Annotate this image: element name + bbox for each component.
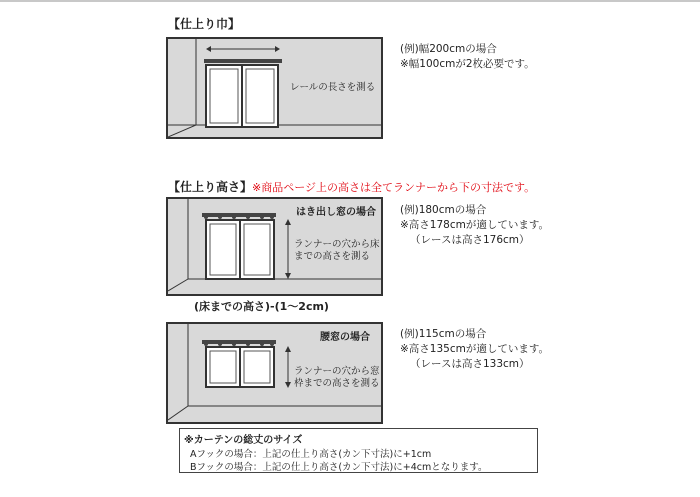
width-heading: 【仕上り巾】 — [168, 17, 241, 31]
total-length-title: ※カーテンの総丈のサイズ — [184, 435, 303, 446]
floor-window-example — [400, 203, 549, 248]
floor-example-line-2: ※高さ178cmが適しています。 — [400, 219, 549, 231]
waist-window-label — [294, 366, 380, 390]
hook-b-line: Bフックの場合：上記の仕上り高さ(カン下寸法)に+4cmとなります。 — [190, 462, 488, 473]
width-example — [400, 42, 535, 72]
floor-window-title: はき出し窓の場合 — [296, 207, 376, 218]
waist-window-title: 腰窓の場合 — [320, 332, 370, 343]
floor-window-diagram — [166, 197, 383, 296]
waist-example-line-2: ※高さ135cmが適しています。 — [400, 343, 549, 355]
rail-measure-label: レールの長さを測る — [290, 82, 376, 93]
floor-window-label — [294, 239, 380, 263]
top-divider — [0, 0, 700, 2]
height-heading — [168, 178, 535, 195]
floor-height-formula: (床までの高さ)-(1～2cm) — [194, 300, 329, 313]
waist-window-example — [400, 327, 549, 372]
floor-window-label-line-2: までの高さを測る — [294, 251, 371, 262]
width-example-line-1: (例)幅200cmの場合 — [400, 43, 497, 55]
waist-example-line-3: （レースは高さ133cm） — [410, 358, 530, 370]
floor-example-line-3: （レースは高さ176cm） — [410, 234, 530, 246]
hook-a-line: Aフックの場合：上記の仕上り高さ(カン下寸法)に+1cm — [190, 449, 432, 460]
floor-example-line-1: (例)180cmの場合 — [400, 204, 487, 216]
width-example-line-2: ※幅100cmが2枚必要です。 — [400, 58, 535, 70]
waist-window-label-line-1: ランナーの穴から窓 — [294, 366, 380, 377]
waist-window-diagram — [166, 322, 383, 424]
waist-window-label-line-2: 枠までの高さを測る — [294, 378, 380, 389]
total-length-box — [179, 428, 538, 473]
height-warning: ※商品ページ上の高さは全てランナーから下の寸法です。 — [252, 181, 536, 194]
waist-example-line-1: (例)115cmの場合 — [400, 328, 487, 340]
width-diagram — [166, 37, 383, 139]
floor-window-label-line-1: ランナーの穴から床 — [294, 239, 380, 250]
height-heading-text: 【仕上り高さ】 — [168, 180, 253, 194]
